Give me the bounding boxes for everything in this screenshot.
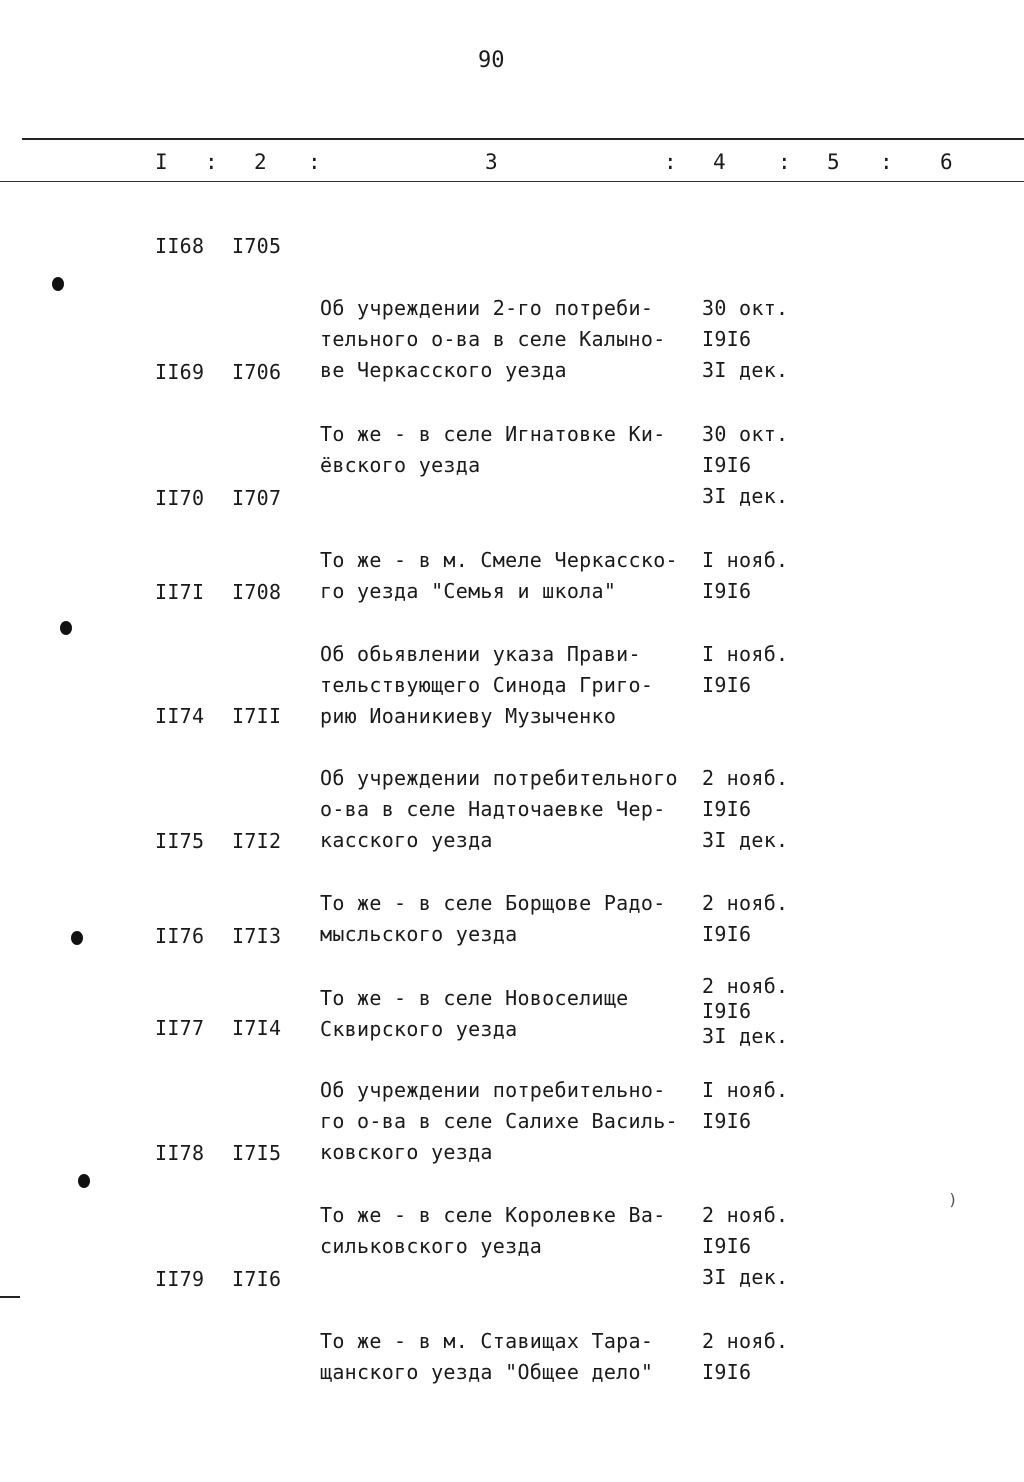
record-dates: I нояб. I9I6 <box>702 642 789 697</box>
column-header-6: 6 <box>940 150 953 174</box>
record-number: II79 <box>155 1267 205 1291</box>
header-rule-bottom <box>0 181 1024 182</box>
record-number: II78 <box>155 1141 205 1165</box>
record-number: II74 <box>155 704 205 728</box>
file-number: I708 <box>232 580 282 604</box>
record-description: То же - в селе Новоселище Сквирского уезда <box>320 986 629 1041</box>
record-number: II68 <box>155 234 205 258</box>
record-dates: 30 окт. I9I6 3I дек. <box>702 422 789 508</box>
record-dates: I нояб. I9I6 <box>702 1078 789 1133</box>
record-dates: 2 нояб. I9I6 <box>702 1329 789 1384</box>
record-dates: 2 нояб. I9I6 <box>702 891 789 946</box>
record-description: То же - в м. Смеле Черкасско- го уезда "Семья и школа" <box>320 548 678 603</box>
record-description: То же - в селе Борщове Радо- мысльского уезда <box>320 891 666 946</box>
column-separator: : <box>880 150 893 174</box>
file-number: I7I4 <box>232 1016 282 1040</box>
record-dates: 2 нояб. I9I6 3I дек. <box>702 766 789 852</box>
file-number: I706 <box>232 360 282 384</box>
file-number: I7I5 <box>232 1141 282 1165</box>
header-rule-top <box>22 138 1024 140</box>
record-description: Об учреждении потребительного о-ва в селе Надточаевке Чер- касского уезда <box>320 766 678 852</box>
record-dates: I нояб. I9I6 <box>702 548 789 603</box>
record-dates: 2 нояб. I9I6 3I дек. <box>702 1203 789 1289</box>
column-header-3: 3 <box>485 150 498 174</box>
column-separator: : <box>205 150 218 174</box>
record-number: II75 <box>155 829 205 853</box>
file-number: I7I6 <box>232 1267 282 1291</box>
record-description: Об обьявлении указа Прави- тельствующего Синода Григо- рию Иоаникиеву Музыченко <box>320 642 654 728</box>
column-separator: : <box>664 150 677 174</box>
record-description: То же - в селе Королевке Ва- сильковского уезда <box>320 1203 666 1258</box>
record-description: Об учреждении потребительно- го о-ва в селе Салихе Василь- ковского уезда <box>320 1078 678 1164</box>
record-description: То же - в м. Ставищах Тара- щанского уезда "Общее дело" <box>320 1329 654 1384</box>
file-number: I707 <box>232 486 282 510</box>
file-number: I705 <box>232 234 282 258</box>
record-number: II70 <box>155 486 205 510</box>
column-header-1: I <box>155 150 168 174</box>
record-number: II69 <box>155 360 205 384</box>
record-number: II77 <box>155 1016 205 1040</box>
page-number: 90 <box>478 48 505 73</box>
column-header-5: 5 <box>827 150 840 174</box>
record-dates: 2 нояб. I9I6 3I дек. <box>702 974 789 1048</box>
record-dates: 30 окт. I9I6 3I дек. <box>702 296 789 382</box>
column-separator: : <box>778 150 791 174</box>
record-number: II76 <box>155 924 205 948</box>
record-description: То же - в селе Игнатовке Ки- ёвского уезда <box>320 422 666 477</box>
record-description: Об учреждении 2-го потреби- тельного о-ва в селе Калыно- ве Черкасского уезда <box>320 296 666 382</box>
column-header-4: 4 <box>713 150 726 174</box>
punch-hole-mark <box>78 1174 90 1188</box>
margin-mark: ) <box>948 1190 958 1209</box>
margin-mark <box>0 1296 20 1298</box>
file-number: I7II <box>232 704 282 728</box>
punch-hole-mark <box>60 621 72 635</box>
file-number: I7I2 <box>232 829 282 853</box>
column-separator: : <box>308 150 321 174</box>
file-number: I7I3 <box>232 924 282 948</box>
punch-hole-mark <box>52 277 64 291</box>
record-number: II7I <box>155 580 205 604</box>
punch-hole-mark <box>71 931 83 945</box>
column-header-2: 2 <box>254 150 267 174</box>
